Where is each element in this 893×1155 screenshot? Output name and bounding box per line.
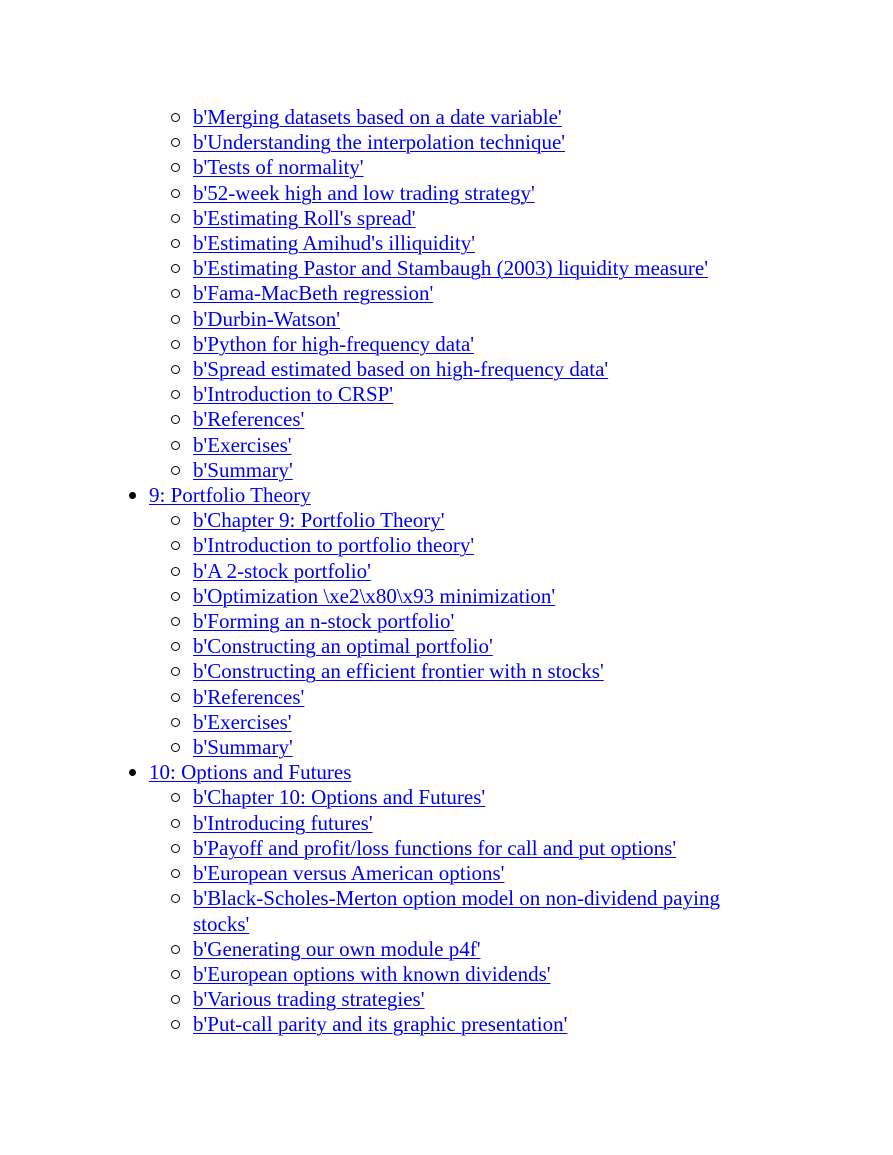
section-link[interactable]: b'European options with known dividends': [193, 961, 551, 986]
section-link[interactable]: b'Optimization \xe2\x80\x93 minimization': [193, 583, 556, 608]
section-link[interactable]: b'References': [193, 407, 305, 432]
section-item: [193, 332, 749, 357]
chapter-10-section-list: [149, 785, 893, 1037]
section-item: [193, 861, 749, 886]
section-item: [193, 886, 749, 936]
section-item: [193, 181, 749, 206]
section-item: [193, 155, 749, 180]
section-item: [193, 1012, 749, 1037]
section-item: [193, 710, 749, 735]
chapter-link[interactable]: 9: Portfolio Theory: [149, 483, 311, 508]
section-link[interactable]: b'Payoff and profit/loss functions for call and put options': [193, 835, 677, 860]
section-item: [193, 634, 749, 659]
section-link[interactable]: b'Fama-MacBeth regression': [193, 281, 434, 306]
chapter-item-9: [149, 483, 893, 760]
section-item: [193, 130, 749, 155]
section-link[interactable]: b'Merging datasets based on a date variable': [193, 105, 562, 129]
section-link[interactable]: b'Generating our own module p4f': [193, 936, 481, 961]
section-item: [193, 584, 749, 609]
section-link[interactable]: b'Chapter 10: Options and Futures': [193, 785, 486, 810]
section-link[interactable]: b'A 2-stock portfolio': [193, 558, 371, 583]
section-link[interactable]: b'Chapter 9: Portfolio Theory': [193, 508, 445, 533]
section-item: [193, 559, 749, 584]
section-item: [193, 785, 749, 810]
section-item: [193, 937, 749, 962]
section-link[interactable]: b'Spread estimated based on high-frequency data': [193, 357, 609, 382]
section-link[interactable]: b'Exercises': [193, 709, 292, 734]
section-link[interactable]: b'Summary': [193, 457, 293, 482]
section-item: [193, 307, 749, 332]
section-link[interactable]: b'52-week high and low trading strategy': [193, 180, 535, 205]
section-link[interactable]: b'Tests of normality': [193, 155, 364, 180]
section-link[interactable]: b'Python for high-frequency data': [193, 331, 475, 356]
section-link[interactable]: b'Constructing an efficient frontier with n stocks': [193, 659, 604, 684]
section-item: [193, 458, 749, 483]
section-link[interactable]: b'Introduction to CRSP': [193, 382, 394, 407]
section-item: [193, 811, 749, 836]
section-item: [193, 533, 749, 558]
section-link[interactable]: b'Exercises': [193, 432, 292, 457]
section-link[interactable]: b'Put-call parity and its graphic presentation': [193, 1012, 568, 1037]
section-item: [193, 685, 749, 710]
section-link[interactable]: b'Constructing an optimal portfolio': [193, 634, 493, 659]
section-item: [193, 256, 749, 281]
section-item: [193, 231, 749, 256]
section-item: [193, 357, 749, 382]
section-link[interactable]: b'Introduction to portfolio theory': [193, 533, 475, 558]
section-item: [193, 206, 749, 231]
chapter-8-section-list: [0, 105, 893, 483]
section-link[interactable]: b'References': [193, 684, 305, 709]
chapter-link[interactable]: 10: Options and Futures: [149, 760, 352, 785]
section-link[interactable]: b'Various trading strategies': [193, 987, 425, 1012]
section-item: [193, 836, 749, 861]
section-item: [193, 281, 749, 306]
table-of-contents: [0, 105, 893, 1038]
section-link[interactable]: b'Understanding the interpolation technique': [193, 130, 566, 155]
section-link[interactable]: b'Forming an n-stock portfolio': [193, 609, 455, 634]
section-item: [193, 433, 749, 458]
section-item: [193, 508, 749, 533]
section-link[interactable]: b'Introducing futures': [193, 810, 373, 835]
section-item: [193, 609, 749, 634]
section-item: [193, 735, 749, 760]
section-link[interactable]: b'Estimating Pastor and Stambaugh (2003) liquidity measure': [193, 256, 708, 281]
section-link[interactable]: b'Summary': [193, 735, 293, 760]
section-link[interactable]: b'European versus American options': [193, 861, 505, 886]
section-item: [193, 962, 749, 987]
section-link[interactable]: b'Estimating Amihud's illiquidity': [193, 231, 476, 256]
chapter-item-10: [149, 760, 893, 1037]
section-item: [193, 659, 749, 684]
section-item: [193, 105, 749, 130]
section-item: [193, 407, 749, 432]
section-link[interactable]: b'Durbin-Watson': [193, 306, 341, 331]
section-link[interactable]: b'Black-Scholes-Merton option model on non-dividend paying stocks': [193, 886, 720, 936]
section-item: [193, 987, 749, 1012]
chapter-list: [0, 483, 893, 1037]
section-item: [193, 382, 749, 407]
chapter-9-section-list: [149, 508, 893, 760]
section-link[interactable]: b'Estimating Roll's spread': [193, 205, 416, 230]
